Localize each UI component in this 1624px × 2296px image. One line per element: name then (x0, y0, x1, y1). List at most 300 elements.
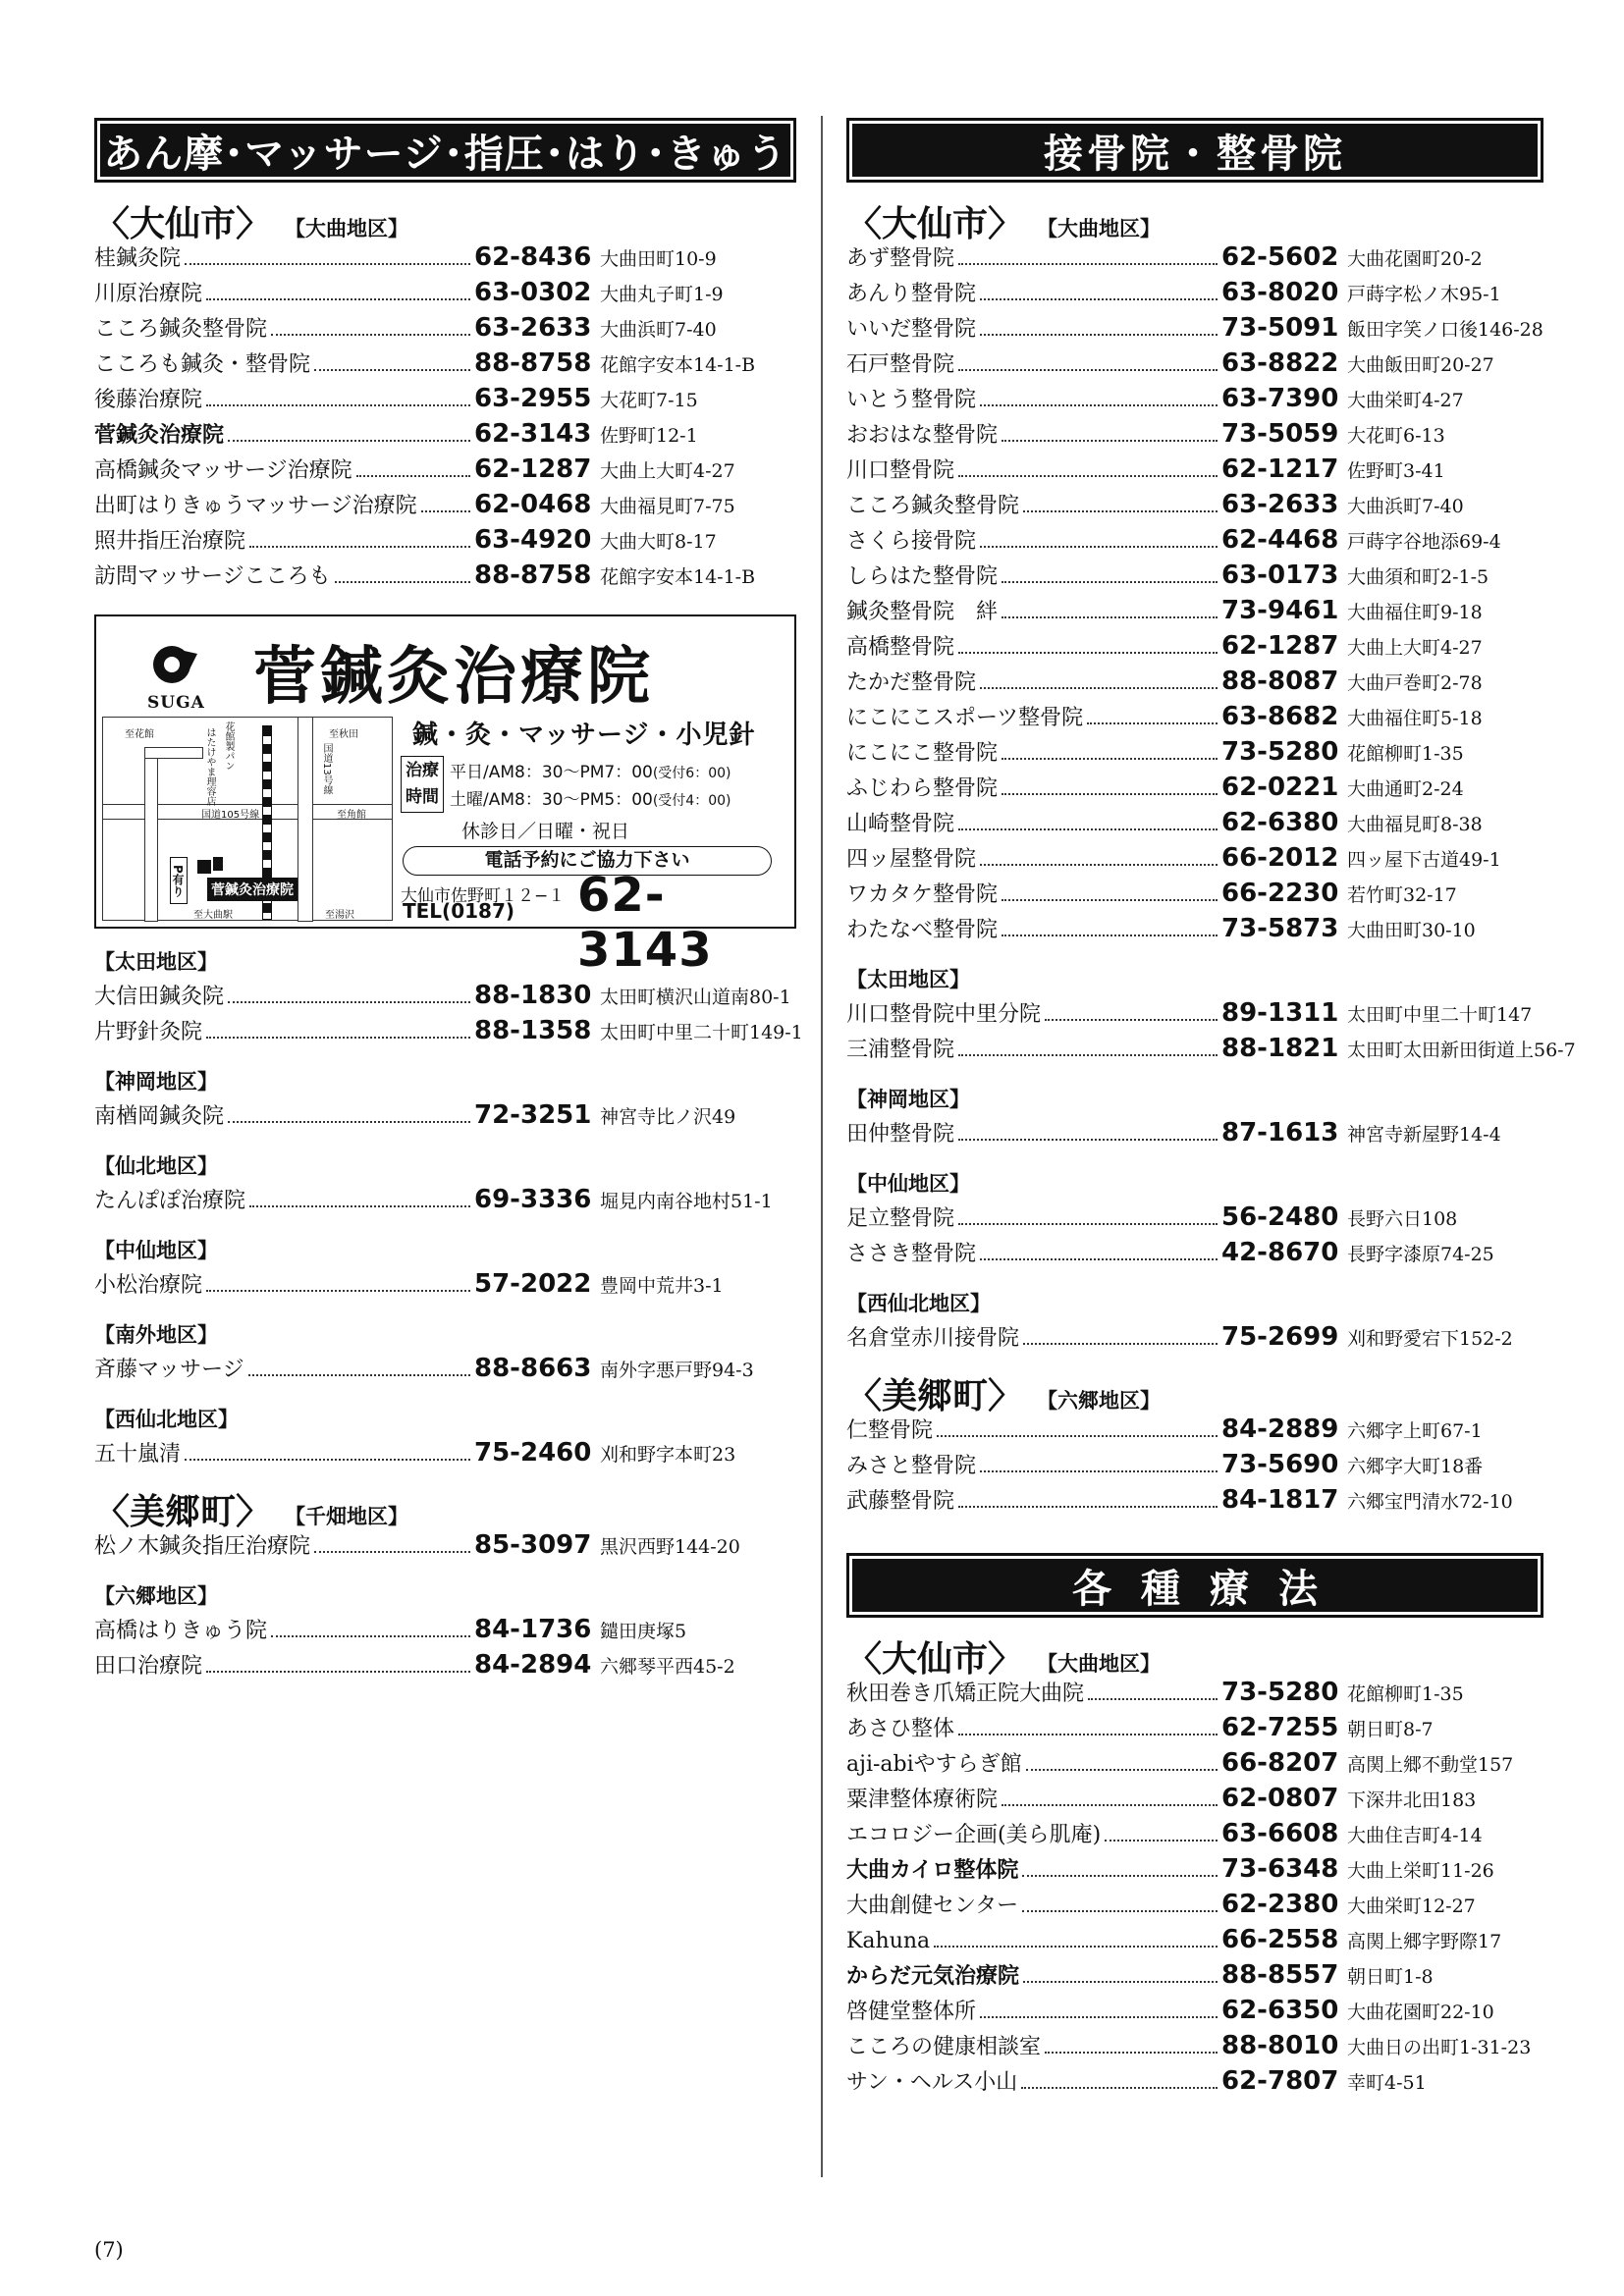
listing-phone: 62-6350 (1221, 1996, 1339, 2025)
dot-leader (958, 1139, 1218, 1141)
listing-phone: 62-4468 (1221, 525, 1339, 555)
dot-leader (958, 475, 1218, 477)
listing-name: 名倉堂赤川接骨院 (846, 1326, 1020, 1351)
listing-name: 大信田鍼灸院 (94, 985, 225, 1009)
listing-phone: 84-1817 (1221, 1485, 1339, 1515)
listing-entry (846, 1482, 1543, 1518)
listing-address: 刈和野字本町23 (600, 1444, 736, 1466)
listing-name: 仁整骨院 (846, 1418, 934, 1443)
listing-phone: 63-8020 (1221, 278, 1339, 307)
dot-leader (958, 1054, 1218, 1056)
listing-address: 花館字安本14-1-B (600, 566, 756, 588)
dot-leader (1026, 1769, 1218, 1771)
listing-entry (94, 522, 796, 558)
listing-address: 大曲福住町5-18 (1347, 708, 1483, 729)
listing-entry (846, 699, 1543, 734)
listing-phone: 73-5873 (1221, 914, 1339, 943)
listing-name: 大曲創健センター (846, 1894, 1019, 1918)
listing-entry (94, 487, 796, 522)
listing-address: 大曲須和町2-1-5 (1347, 566, 1489, 588)
listing-phone: 63-0302 (474, 278, 592, 307)
listing-phone: 73-5690 (1221, 1450, 1339, 1479)
page-number: (7) (94, 2238, 124, 2262)
listing-address: 佐野町3-41 (1347, 460, 1445, 482)
listing-entry (94, 1266, 796, 1302)
listing-entry (846, 2028, 1543, 2063)
city-heading: 〈大仙市〉 (846, 1639, 1024, 1680)
listing-name: 武藤整骨院 (846, 1489, 955, 1514)
listing-address: 大曲戸巻町2-78 (1347, 672, 1483, 694)
dot-leader (185, 1459, 470, 1461)
listing-name: ささき整骨院 (846, 1242, 977, 1266)
listing-entry (846, 1200, 1543, 1235)
listing-name: 出町はりきゅうマッサージ治療院 (94, 494, 417, 518)
map-road-right (298, 717, 313, 922)
listing-name: 小松治療院 (94, 1273, 203, 1298)
listing-phone: 62-6380 (1221, 808, 1339, 837)
parking-label: P有り (170, 857, 188, 904)
listing-address: 大曲栄町4-27 (1347, 390, 1464, 411)
listing-list (846, 1412, 1543, 1518)
dot-leader (1045, 1019, 1218, 1021)
listing-phone: 89-1311 (1221, 998, 1339, 1028)
dot-leader (980, 1470, 1218, 1472)
listing-phone: 62-8436 (474, 242, 592, 272)
listing-entry (846, 487, 1543, 522)
listing-entry (846, 1887, 1543, 1922)
district-heading: 【大曲地区】 (1037, 217, 1162, 240)
listing-name: こころも鍼灸・整骨院 (94, 352, 311, 377)
listing-name: 田仲整骨院 (846, 1122, 955, 1147)
listing-phone: 88-8087 (1221, 667, 1339, 696)
dot-leader (206, 298, 470, 300)
weekday-hours: 平日/AM8：30〜PM7：00(受付6：00) (450, 763, 731, 782)
listing-phone: 62-1287 (1221, 631, 1339, 661)
listing-entry (846, 1031, 1576, 1066)
listing-phone: 73-5059 (1221, 419, 1339, 449)
listing-phone: 66-2012 (1221, 843, 1339, 873)
listing-phone: 85-3097 (474, 1530, 592, 1560)
listing-address: 大曲花園町20-2 (1347, 248, 1483, 270)
listing-name: こころ鍼灸整骨院 (94, 317, 268, 342)
listing-entry (846, 628, 1543, 664)
listing-name: 田口治療院 (94, 1654, 203, 1679)
dot-leader (1022, 1875, 1218, 1877)
bonesetter-banner-text: 接骨院・整骨院 (852, 124, 1538, 177)
listing-address: 神宮寺比ノ沢49 (600, 1106, 736, 1128)
listing-entry (94, 310, 796, 346)
listing-entry (846, 1710, 1543, 1745)
listing-address: 若竹町32-17 (1347, 884, 1457, 906)
dot-leader (980, 2016, 1218, 2018)
map-road-left (144, 747, 158, 922)
map-label: 至花館 (125, 729, 154, 740)
listing-phone: 63-2633 (474, 313, 592, 343)
section-heading (94, 1484, 796, 1532)
listing-name: 秋田巻き爪矯正院大曲院 (846, 1682, 1085, 1706)
listing-entry (846, 275, 1543, 310)
dot-leader (314, 369, 470, 371)
listing-phone: 66-8207 (1221, 1748, 1339, 1778)
dot-leader (980, 546, 1218, 548)
dot-leader (958, 1223, 1218, 1225)
listing-address: 太田町中里二十町147 (1347, 1004, 1533, 1026)
listing-phone: 88-1821 (1221, 1034, 1339, 1063)
listing-name: ふじわら整骨院 (846, 776, 999, 801)
listing-address: 花館字安本14-1-B (600, 354, 756, 376)
location-map (102, 717, 393, 921)
listing-address: 花館柳町1-35 (1347, 743, 1464, 765)
suga-logo-icon (150, 640, 199, 689)
listing-phone: 75-2460 (474, 1438, 592, 1468)
listing-address: 大曲栄町12-27 (1347, 1896, 1476, 1917)
listing-address: 戸蒔字谷地添69-4 (1347, 531, 1501, 553)
listing-name: 三浦整骨院 (846, 1038, 955, 1062)
city-heading: 〈美郷町〉 (846, 1376, 1024, 1416)
listing-address: 太田町横沢山道南80-1 (600, 987, 791, 1008)
listing-phone: 62-0221 (1221, 773, 1339, 802)
hours-label: 治療時間 (401, 756, 444, 813)
listing-phone: 88-8758 (474, 348, 592, 378)
listing-address: 大曲大町8-17 (600, 531, 717, 553)
dot-leader (1001, 581, 1218, 583)
listing-entry (846, 240, 1543, 275)
listing-name: 後藤治療院 (94, 388, 203, 412)
dot-leader (958, 369, 1218, 371)
call-note: 電話予約にご協力下さい (403, 846, 772, 876)
listing-address: 六郷宝門清水72-10 (1347, 1491, 1513, 1513)
dot-leader (934, 1946, 1218, 1948)
listing-entry (94, 1097, 796, 1133)
listing-name: Kahuna (846, 1929, 931, 1953)
listing-phone: 88-8663 (474, 1354, 592, 1383)
listing-address: 大曲丸子町1-9 (600, 284, 724, 305)
listing-address: 大曲田町10-9 (600, 248, 717, 270)
listing-entry (846, 770, 1543, 805)
listing-entry (846, 1816, 1543, 1851)
listing-name: にこにこスポーツ整骨院 (846, 706, 1084, 730)
listing-address: 神宮寺新屋野14-4 (1347, 1124, 1501, 1146)
ad-services: 鍼・灸・マッサージ・小児針 (412, 721, 756, 750)
listing-address: 大曲福住町9-18 (1347, 602, 1483, 623)
listing-phone: 88-1358 (474, 1016, 592, 1045)
listing-name: にこにこ整骨院 (846, 741, 999, 766)
listing-address: 大曲浜町7-40 (600, 319, 717, 341)
district-heading: 【神岡地区】 (94, 1070, 218, 1094)
district-groups (94, 946, 803, 1470)
listing-entry (846, 381, 1543, 416)
listing-phone: 73-9461 (1221, 596, 1339, 625)
section-heading (846, 196, 1543, 244)
listing-entry (846, 876, 1543, 911)
listing-address: 花館柳町1-35 (1347, 1683, 1464, 1705)
listing-entry (94, 452, 796, 487)
dot-leader (958, 1506, 1218, 1508)
listing-entry (846, 310, 1543, 346)
listing-entry (846, 664, 1543, 699)
listing-name: 石戸整骨院 (846, 352, 955, 377)
dot-leader (356, 475, 470, 477)
dot-leader (249, 1205, 470, 1207)
listing-phone: 66-2558 (1221, 1925, 1339, 1954)
listing-phone: 42-8670 (1221, 1238, 1339, 1267)
map-label: 至湯沢 (325, 910, 354, 921)
listing-address: 六郷字上町67-1 (1347, 1420, 1483, 1442)
city-heading: 〈大仙市〉 (846, 204, 1024, 244)
listing-phone: 63-6608 (1221, 1819, 1339, 1848)
district-heading: 【大曲地区】 (1037, 1652, 1162, 1676)
district-heading: 【南外地区】 (94, 1323, 218, 1347)
listing-address: 大曲福見町7-75 (600, 496, 735, 517)
massage-banner-text: あん摩･マッサージ･指圧･はり･きゅう (100, 124, 790, 177)
dot-leader (958, 1734, 1218, 1735)
dot-leader (271, 334, 470, 336)
listing-address: 幸町4-51 (1347, 2072, 1427, 2094)
listing-name: 高橋整骨院 (846, 635, 955, 660)
dot-leader (206, 1290, 470, 1292)
listing-name: 菅鍼灸治療院 (94, 423, 225, 448)
dot-leader (248, 1374, 470, 1376)
district-heading: 【太田地区】 (94, 950, 218, 974)
listing-entry (94, 978, 796, 1013)
listing-list (94, 1612, 796, 1682)
dot-leader (980, 334, 1218, 336)
district-heading: 【西仙北地区】 (94, 1408, 239, 1431)
listing-phone: 73-5091 (1221, 313, 1339, 343)
listing-name: おおはな整骨院 (846, 423, 999, 448)
listing-name: 川口整骨院中里分院 (846, 1002, 1042, 1027)
listing-name: 高橋鍼灸マッサージ治療院 (94, 458, 352, 483)
listing-address: 大曲上大町4-27 (600, 460, 735, 482)
listing-name: 足立整骨院 (846, 1206, 955, 1231)
district-heading: 【仙北地区】 (94, 1154, 218, 1178)
listing-entry (94, 558, 796, 593)
listing-entry (94, 1435, 796, 1470)
listing-address: 大曲上大町4-27 (1347, 637, 1483, 659)
listing-phone: 87-1613 (1221, 1118, 1339, 1148)
listing-phone: 62-0468 (474, 490, 592, 519)
listing-name: 南楢岡鍼灸院 (94, 1104, 225, 1129)
listing-phone: 62-5602 (1221, 242, 1339, 272)
district-heading: 【中仙地区】 (94, 1239, 218, 1262)
listing-name: 四ッ屋整骨院 (846, 847, 977, 872)
therapies-banner (846, 1553, 1543, 1618)
dot-leader (958, 652, 1218, 654)
listing-phone: 84-2894 (474, 1650, 592, 1680)
listing-name: 松ノ木鍼灸指圧治療院 (94, 1534, 311, 1559)
listing-phone: 62-2380 (1221, 1890, 1339, 1919)
dot-leader (980, 298, 1218, 300)
massage-banner (94, 118, 796, 183)
dot-leader (1088, 1698, 1218, 1700)
listing-name: 五十嵐清 (94, 1442, 182, 1467)
section-heading (94, 196, 796, 244)
district-heading: 【中仙地区】 (846, 1172, 970, 1196)
dot-leader (421, 510, 470, 512)
listing-name: からだ元気治療院 (846, 1964, 1020, 1989)
city-heading: 〈美郷町〉 (94, 1492, 272, 1532)
listing-phone: 75-2699 (1221, 1322, 1339, 1352)
listing-phone: 62-7255 (1221, 1713, 1339, 1742)
listing-address: 大曲上栄町11-26 (1347, 1860, 1494, 1882)
dot-leader (314, 1551, 470, 1553)
listing-phone: 62-1287 (474, 454, 592, 484)
listing-address: 六郷字大町18番 (1347, 1456, 1484, 1477)
listing-entry (846, 805, 1543, 840)
listing-name: しらはた整骨院 (846, 564, 999, 589)
listing-phone: 88-8010 (1221, 2031, 1339, 2060)
listing-list (846, 1675, 1543, 2099)
listing-phone: 62-7807 (1221, 2066, 1339, 2096)
listing-phone: 62-3143 (474, 419, 592, 449)
listing-name: こころ鍼灸整骨院 (846, 494, 1020, 518)
dot-leader (228, 1001, 470, 1003)
dot-leader (1045, 2052, 1218, 2054)
dot-leader (249, 546, 470, 548)
listing-name: 鍼灸整骨院 絆 (846, 600, 999, 624)
listing-entry (846, 2063, 1543, 2099)
listing-address: 南外字悪戸野94-3 (600, 1360, 754, 1381)
dot-leader (1023, 1981, 1218, 1983)
listing-phone: 88-8557 (1221, 1960, 1339, 1990)
listing-name: 桂鍼灸院 (94, 246, 182, 271)
listing-name: 川口整骨院 (846, 458, 955, 483)
district-heading: 【西仙北地区】 (846, 1292, 991, 1315)
listing-address: 黒沢西野144-20 (600, 1536, 740, 1558)
flag-icon (197, 860, 211, 874)
listing-entry (846, 1922, 1543, 1957)
dot-leader (206, 1037, 470, 1039)
listing-phone: 73-6348 (1221, 1854, 1339, 1884)
map-label: 至大曲駅 (193, 910, 233, 921)
listing-address: 堀見内南谷地村51-1 (600, 1191, 773, 1212)
listing-phone: 62-0807 (1221, 1784, 1339, 1813)
ad-tel-prefix: TEL(0187) (403, 899, 514, 923)
holidays: 休診日／日曜・祝日 (461, 821, 630, 842)
listing-address: 大曲田町30-10 (1347, 920, 1476, 941)
listing-entry (94, 275, 796, 310)
listing-phone: 63-2955 (474, 384, 592, 413)
listing-entry (846, 452, 1543, 487)
listing-name: 斉藤マッサージ (94, 1358, 244, 1382)
district-heading: 【大曲地区】 (285, 217, 409, 240)
dot-leader (1001, 793, 1218, 795)
listing-entry (846, 1675, 1543, 1710)
listing-name: たんぽぽ治療院 (94, 1189, 246, 1213)
district-heading: 【六郷地区】 (94, 1584, 218, 1608)
listing-phone: 72-3251 (474, 1100, 592, 1130)
listing-name: 大曲カイロ整体院 (846, 1858, 1019, 1883)
listing-address: 佐野町12-1 (600, 425, 698, 447)
listing-address: 大花町6-13 (1347, 425, 1445, 447)
listing-address: 鑓田庚塚5 (600, 1621, 687, 1642)
district-heading: 【千畑地区】 (285, 1505, 409, 1528)
dot-leader (1105, 1840, 1218, 1842)
listing-phone: 63-2633 (1221, 490, 1339, 519)
listing-name: たかだ整骨院 (846, 670, 977, 695)
listing-phone: 88-8758 (474, 561, 592, 590)
section-heading (846, 1631, 1543, 1680)
listing-phone: 73-5280 (1221, 737, 1339, 767)
district-heading: 【神岡地区】 (846, 1088, 970, 1111)
dot-leader (1023, 1343, 1218, 1345)
listing-phone: 84-2889 (1221, 1415, 1339, 1444)
listing-entry (94, 1351, 796, 1386)
listing-name: 川原治療院 (94, 282, 203, 306)
listing-address: 下深井北田183 (1347, 1789, 1477, 1811)
listing-entry (846, 1957, 1543, 1993)
listing-name: 訪問マッサージこころも (94, 564, 331, 589)
listing-entry (94, 1612, 796, 1647)
listing-address: 大曲福見町8-38 (1347, 814, 1483, 835)
listing-phone: 62-1217 (1221, 454, 1339, 484)
bonesetter-banner (846, 118, 1543, 183)
map-label: 至角館 (337, 810, 366, 821)
right-column (846, 118, 1576, 2099)
listing-phone: 57-2022 (474, 1269, 592, 1299)
ad-tel-number: 62-3143 (577, 868, 713, 978)
listing-entry (846, 593, 1543, 628)
listing-name: 啓健堂整体所 (846, 2000, 977, 2024)
dot-leader (206, 404, 470, 406)
listing-entry (94, 1647, 796, 1682)
listing-entry (846, 522, 1543, 558)
listing-name: あず整骨院 (846, 246, 955, 271)
logo-text: SUGA (147, 693, 205, 713)
listing-address: 高関上郷不動堂157 (1347, 1754, 1514, 1776)
district-groups (846, 964, 1576, 1355)
listing-phone: 63-8822 (1221, 348, 1339, 378)
dot-leader (206, 1671, 470, 1673)
section-heading (846, 1368, 1543, 1416)
listing-entry (94, 1182, 796, 1217)
listing-address: 六郷琴平西45-2 (600, 1656, 735, 1678)
listing-address: 戸蒔字松ノ木95-1 (1347, 284, 1501, 305)
listing-address: 大花町7-15 (600, 390, 698, 411)
dot-leader (335, 581, 470, 583)
building-icon (213, 857, 223, 871)
listing-address: 大曲住吉町4-14 (1347, 1825, 1483, 1846)
saturday-hours: 土曜/AM8：30〜PM5：00(受付4：00) (450, 790, 731, 810)
listing-address: 大曲飯田町20-27 (1347, 354, 1494, 376)
listing-entry (846, 1319, 1543, 1355)
listing-name: あさひ整体 (846, 1717, 955, 1741)
city-heading: 〈大仙市〉 (94, 204, 272, 244)
listing-name: いとう整骨院 (846, 388, 977, 412)
listing-entry (846, 558, 1543, 593)
dot-leader (937, 1435, 1218, 1437)
ad-title: 菅鍼灸治療院 (253, 640, 654, 714)
listing-name: わたなべ整骨院 (846, 918, 999, 942)
dot-leader (271, 1635, 470, 1637)
listing-address: 太田町中里二十町149-1 (600, 1022, 803, 1043)
listing-entry (846, 1745, 1543, 1781)
listing-name: サン・ヘルス小山 (846, 2070, 1018, 2095)
listing-list (94, 1527, 796, 1563)
listing-phone: 63-8682 (1221, 702, 1339, 731)
listing-address: 長野字漆原74-25 (1347, 1244, 1494, 1265)
listing-list (846, 240, 1543, 946)
listing-address: 大曲浜町7-40 (1347, 496, 1464, 517)
listing-address: 太田町太田新田街道上56-7 (1347, 1040, 1576, 1061)
dot-leader (958, 828, 1218, 830)
map-label: 花館製パン (223, 721, 234, 771)
column-divider (821, 116, 823, 2177)
listing-entry (846, 840, 1543, 876)
dot-leader (980, 1258, 1218, 1260)
listing-address: 長野六日108 (1347, 1208, 1458, 1230)
listing-entry (846, 346, 1543, 381)
